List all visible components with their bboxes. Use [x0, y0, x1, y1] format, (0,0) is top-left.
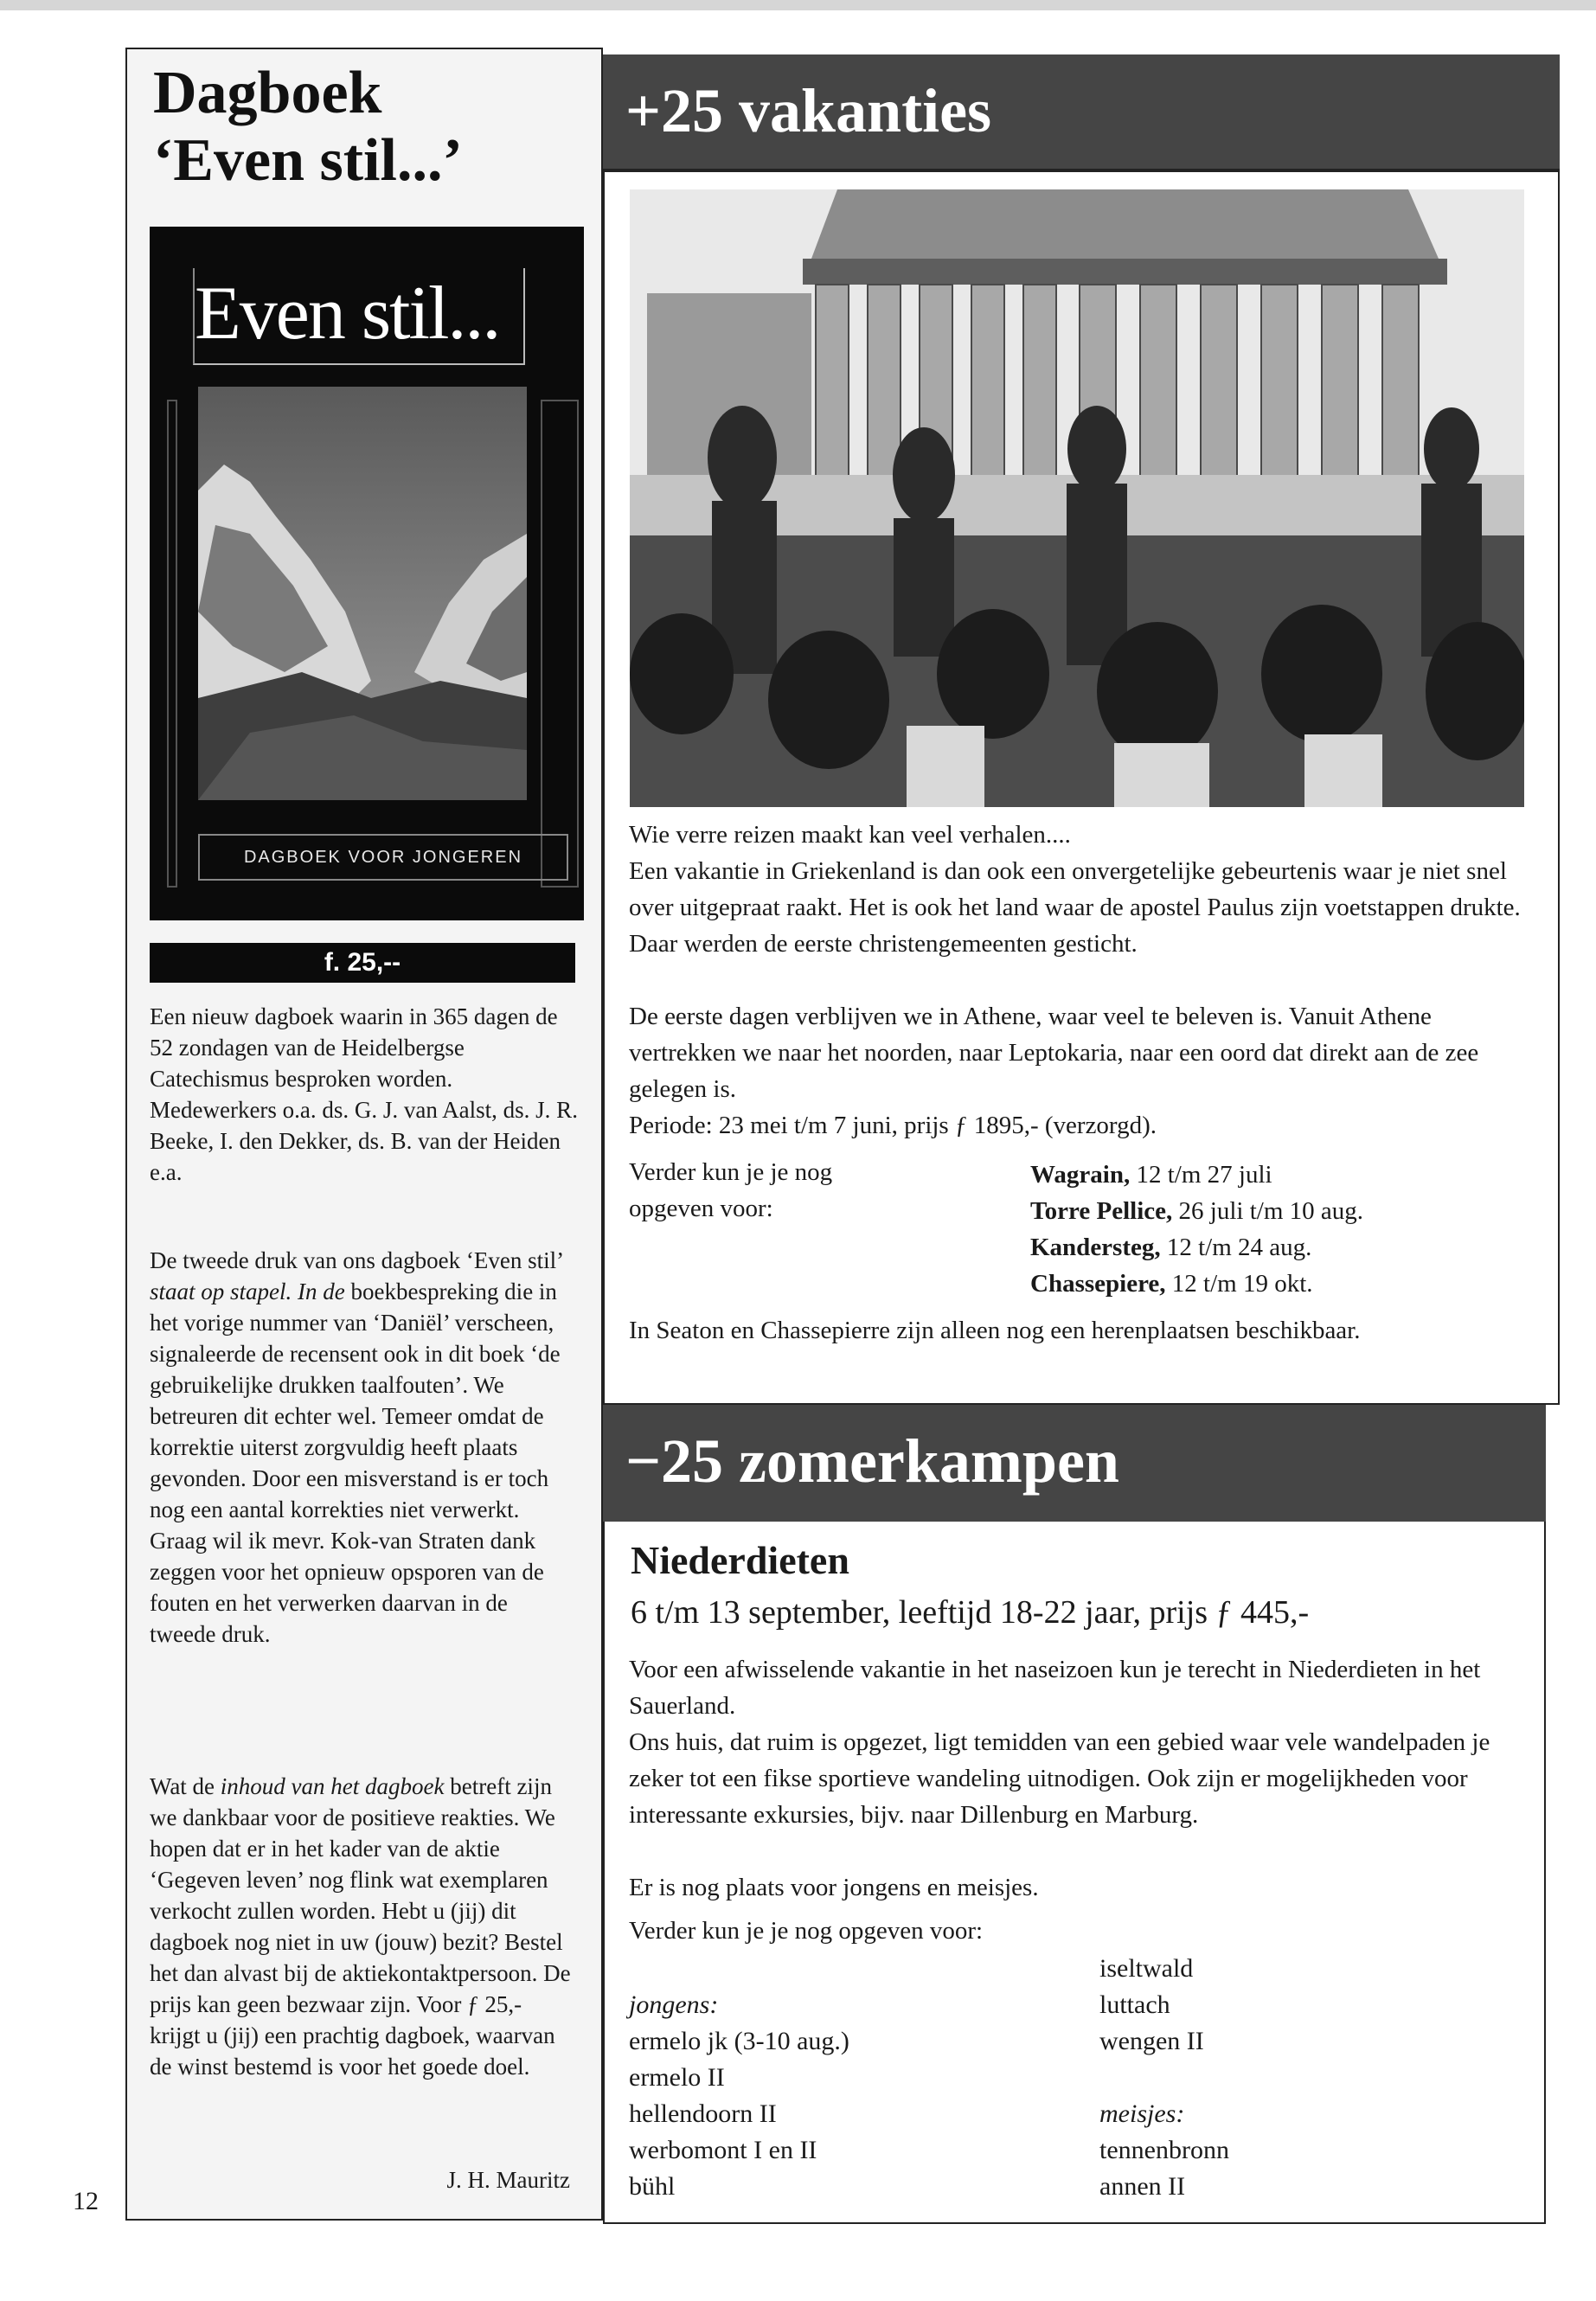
- list-item: wengen II: [1099, 2027, 1204, 2055]
- list-item: luttach: [1099, 1990, 1170, 2019]
- destination-chassepiere: Chassepiere, 12 t/m 19 okt.: [1030, 1270, 1313, 1298]
- list-item: werbomont I en II: [629, 2136, 817, 2164]
- cover-title: Even stil...: [195, 272, 500, 356]
- list-item: iseltwald: [1099, 1954, 1194, 1983]
- vakanties-period: Periode: 23 mei t/m 7 juni, prijs ƒ 1895,- (verzorgd).: [629, 1112, 1157, 1139]
- signature: J. H. Mauritz: [446, 2167, 570, 2193]
- page-number: 12: [73, 2187, 99, 2215]
- destination-torre-pellice: Torre Pellice, 26 juli t/m 10 aug.: [1030, 1197, 1363, 1225]
- cover-mountain-photo: [198, 387, 527, 800]
- dagboek-panel: [125, 48, 603, 2221]
- title-line-1: Dagboek: [153, 60, 382, 126]
- zomerkampen-more-label: Verder kun je je nog opgeven voor:: [629, 1917, 984, 1945]
- list-item: hellendoorn II: [629, 2099, 777, 2128]
- list-item: annen II: [1099, 2172, 1186, 2201]
- jongens-list: [629, 1987, 849, 2205]
- vakanties-note: In Seaton en Chassepierre zijn alleen nog een herenplaatsen beschikbaar.: [629, 1317, 1361, 1344]
- list-item: bühl: [629, 2172, 676, 2201]
- jongens-label: jongens:: [629, 1990, 719, 2019]
- intro-paragraph: Een nieuw dagboek waarin in 365 dagen de 52 zondagen van de Heidelbergse Catechismus besproken worden. Medewerkers o.a. ds. G. J. van Aalst, ds. J. R. Beeke, I. den Dekker, ds. B. van der Heiden e.a.: [150, 1003, 578, 1185]
- second-edition-paragraph: De tweede druk van ons dagboek ‘Even stil’ staat op stapel. In de boekbespreking die in het vorige nummer van ‘Daniël’ verscheen, signaleerde de recensent ook in dit boek ‘de gebruikelijke drukken taalfouten’. We betreuren dit echter wel. Temeer omdat de korrektie uiterst zorgvuldig heeft plaats gevonden. Door een misverstand is er toch nog een aantal korrekties niet verwerkt. Graag wil ik mevr. Kok-van Straten dank zeggen voor het opnieuw opsporen van de fouten en het verwerken daarvan in de tweede druk.: [150, 1247, 563, 1647]
- destination-kandersteg: Kandersteg, 12 t/m 24 aug.: [1030, 1234, 1312, 1261]
- cover-border-left: [167, 400, 177, 888]
- list-item: ermelo II: [629, 2063, 725, 2092]
- vakanties-paragraph-1: Een vakantie in Griekenland is dan ook een onvergetelijke gebeurtenis waar je niet snel over uitgepraat raakt. Het is ook het land waar de apostel Paulus zijn voetstappen drukte. Daar werden de eerste christengemeenten gesticht.: [629, 857, 1521, 958]
- cover-subtitle: DAGBOEK VOOR JONGEREN: [198, 834, 568, 881]
- zomerkampen-paragraph-2: Ons huis, dat ruim is opgezet, ligt temidden van een gebied waar vele wandelpaden je zeker tot een fikse sportieve wandeling uitnodigen. Ook zijn er mogelijkheden voor interessante exkursies, bijv. naar Dillenburg en Marburg.: [629, 1728, 1490, 1829]
- vakanties-banner: +25 vakanties: [603, 54, 1560, 172]
- list-item: tennenbronn: [1099, 2136, 1229, 2164]
- content-paragraph: Wat de inhoud van het dagboek betreft zijn we dankbaar voor de positieve reakties. We hopen dat er in het kader van de aktie ‘Gegeven leven’ nog flink wat exemplaren verkocht zullen worden. Hebt u (jij) dit dagboek nog niet in uw (jouw) bezit? Bestel het dan alvast bij de aktiekontaktpersoon. De prijs kan geen bezwaar zijn. Voor ƒ 25,- krijgt u (jij) een prachtig dagboek, waarvan de winst bestemd is voor het goede doel.: [150, 1773, 571, 2080]
- destination-wagrain: Wagrain, 12 t/m 27 juli: [1030, 1161, 1272, 1189]
- title-line-2: ‘Even stil...’: [153, 127, 463, 194]
- list-item: ermelo jk (3-10 aug.): [629, 2027, 849, 2055]
- second-list: [1099, 1951, 1229, 2205]
- vakanties-section: [603, 172, 1560, 1405]
- niederdieten-title: Niederdieten: [631, 1538, 849, 1582]
- top-edge: [0, 0, 1596, 10]
- niederdieten-subtitle: 6 t/m 13 september, leeftijd 18-22 jaar, prijs ƒ 445,-: [631, 1594, 1310, 1631]
- zomerkampen-banner: −25 zomerkampen: [603, 1405, 1546, 1522]
- zomerkampen-paragraph-3: Er is nog plaats voor jongens en meisjes.: [629, 1874, 1039, 1901]
- spacer: [1099, 2060, 1229, 2096]
- vakanties-intro: Wie verre reizen maakt kan veel verhalen....: [629, 821, 1071, 849]
- price-label: f. 25,--: [150, 943, 575, 983]
- meisjes-label: meisjes:: [1099, 2099, 1185, 2128]
- zomerkampen-paragraph-1: Voor een afwisselende vakantie in het naseizoen kun je terecht in Niederdieten in het Sauerland.: [629, 1656, 1481, 1720]
- zomerkampen-section: [603, 1522, 1546, 2224]
- cover-border-right: [541, 400, 579, 888]
- vakanties-paragraph-2: De eerste dagen verblijven we in Athene, waar veel te beleven is. Vanuit Athene vertrekken we naar het noorden, naar Leptokaria, naar een oord dat direkt aan de zee gelegen is.: [629, 1003, 1479, 1103]
- book-cover: [150, 227, 584, 920]
- dagboek-title: [153, 60, 463, 195]
- acropolis-group-photo: [630, 189, 1524, 807]
- vakanties-more-label: Verder kun je je nog opgeven voor:: [629, 1158, 833, 1222]
